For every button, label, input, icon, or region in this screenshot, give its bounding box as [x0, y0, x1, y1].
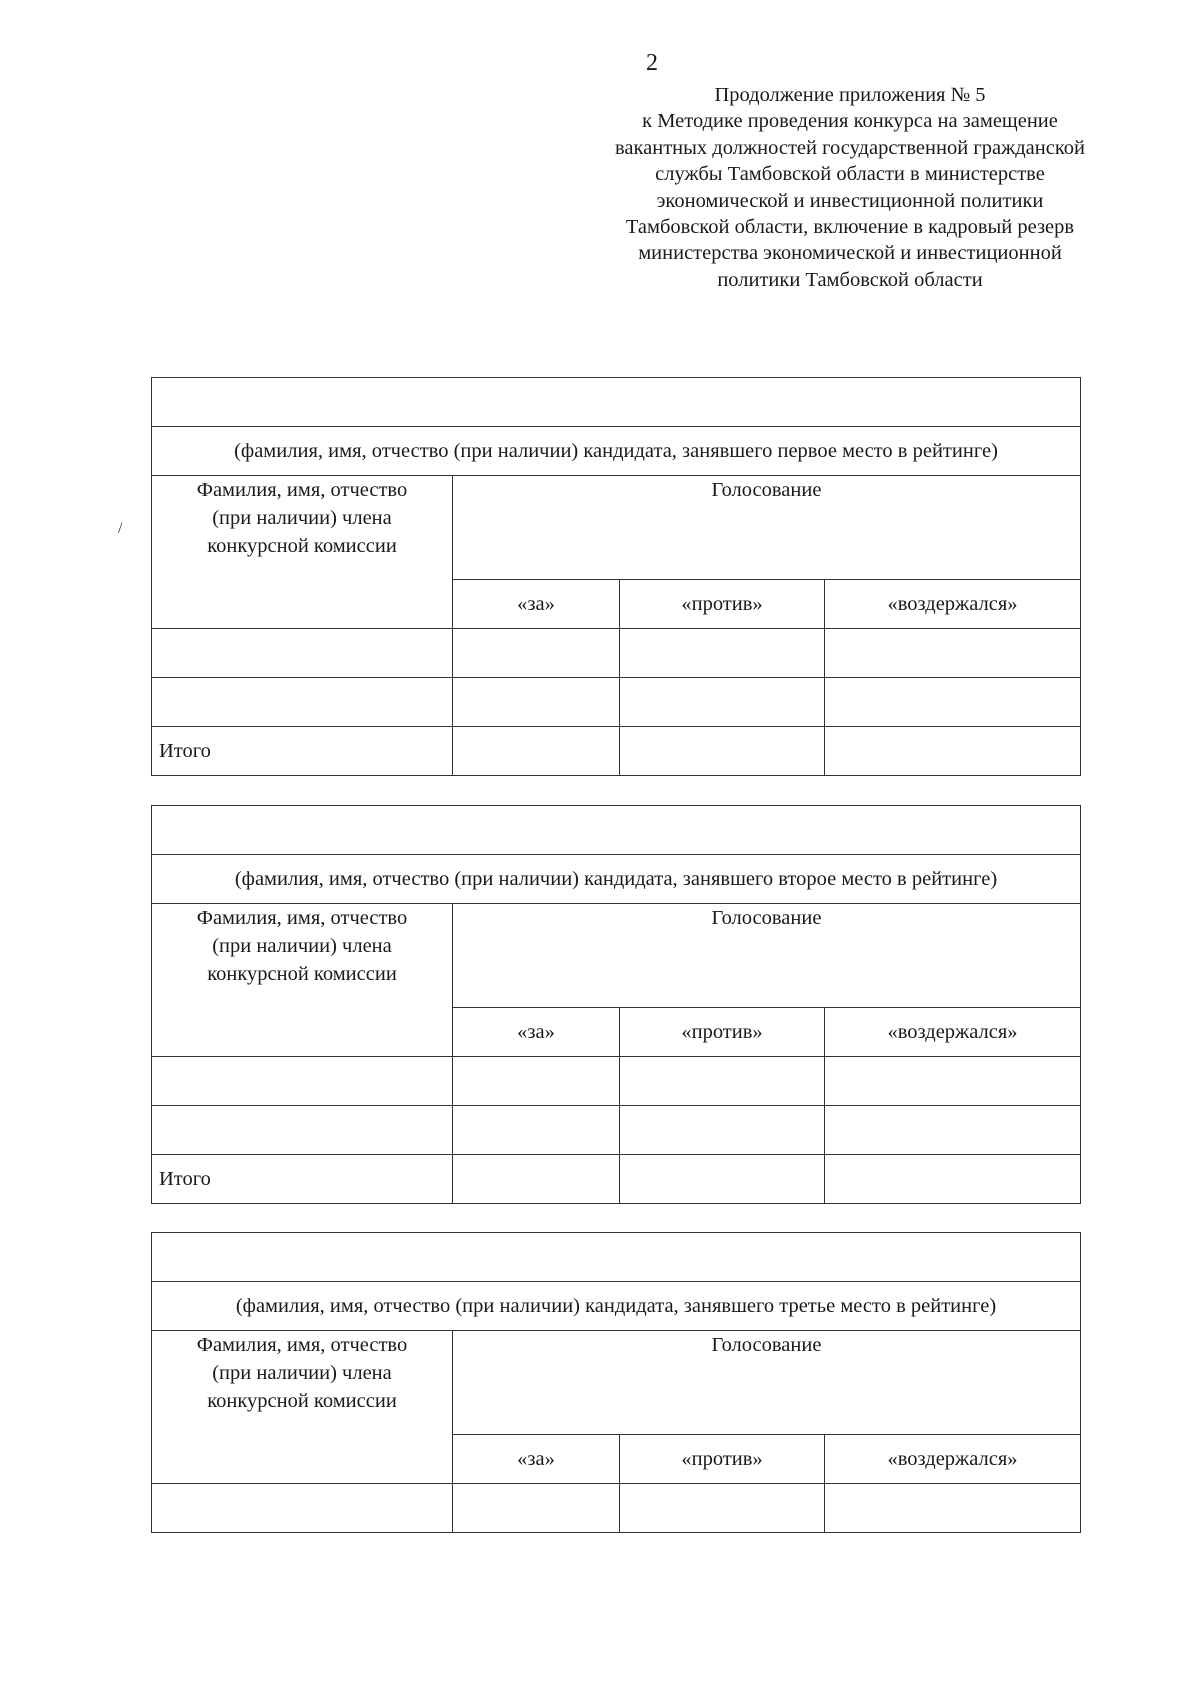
member-name-header-line: конкурсной комиссии	[207, 1390, 397, 1412]
total-for-cell[interactable]	[453, 1155, 620, 1204]
voting-header: Голосование	[453, 904, 1081, 1008]
header-line: экономической и инвестиционной политики	[656, 189, 1044, 212]
voting-table-second-place	[151, 805, 1081, 1204]
column-against: «против»	[620, 580, 825, 629]
vote-for-cell[interactable]	[453, 678, 620, 727]
vote-for-cell[interactable]	[453, 1484, 620, 1533]
table-row	[152, 1484, 1081, 1533]
member-name-header	[152, 476, 453, 629]
column-abstain: «воздержался»	[825, 1435, 1081, 1484]
column-abstain: «воздержался»	[825, 1008, 1081, 1057]
total-against-cell[interactable]	[620, 727, 825, 776]
vote-abstain-cell[interactable]	[825, 1484, 1081, 1533]
total-abstain-cell[interactable]	[825, 1155, 1081, 1204]
member-name-header-line: (при наличии) члена	[212, 507, 392, 529]
member-name-header-line: Фамилия, имя, отчество	[196, 479, 408, 501]
total-for-cell[interactable]	[453, 727, 620, 776]
vote-abstain-cell[interactable]	[825, 678, 1081, 727]
vote-for-cell[interactable]	[453, 629, 620, 678]
column-against: «против»	[620, 1008, 825, 1057]
candidate-caption: (фамилия, имя, отчество (при наличии) кандидата, занявшего второе место в рейтинге)	[152, 855, 1081, 904]
vote-for-cell[interactable]	[453, 1057, 620, 1106]
member-name-cell[interactable]	[152, 629, 453, 678]
header-line: вакантных должностей государственной гражданской	[615, 136, 1085, 159]
member-name-cell[interactable]	[152, 1484, 453, 1533]
column-for: «за»	[453, 1435, 620, 1484]
table-row	[152, 1106, 1081, 1155]
candidate-name-field[interactable]	[152, 806, 1081, 855]
candidate-name-field[interactable]	[152, 1233, 1081, 1282]
member-name-header-line: (при наличии) члена	[212, 1362, 392, 1384]
vote-against-cell[interactable]	[620, 1106, 825, 1155]
column-for: «за»	[453, 1008, 620, 1057]
total-row	[152, 1155, 1081, 1204]
candidate-caption: (фамилия, имя, отчество (при наличии) кандидата, занявшего первое место в рейтинге)	[152, 427, 1081, 476]
vote-abstain-cell[interactable]	[825, 629, 1081, 678]
vote-against-cell[interactable]	[620, 678, 825, 727]
page-number: 2	[646, 50, 658, 76]
header-line: к Методике проведения конкурса на замещение	[642, 110, 1058, 133]
member-name-cell[interactable]	[152, 1057, 453, 1106]
appendix-header	[570, 82, 1130, 293]
table-row	[152, 1057, 1081, 1106]
header-line: Продолжение приложения № 5	[714, 84, 986, 106]
header-line: политики Тамбовской области	[717, 268, 983, 291]
table-row	[152, 678, 1081, 727]
table-row	[152, 629, 1081, 678]
total-abstain-cell[interactable]	[825, 727, 1081, 776]
voting-table-third-place	[151, 1232, 1081, 1533]
header-line: Тамбовской области, включение в кадровый резерв	[625, 216, 1075, 239]
header-line: службы Тамбовской области в министерстве	[655, 163, 1045, 186]
member-name-cell[interactable]	[152, 678, 453, 727]
candidate-name-field[interactable]	[152, 378, 1081, 427]
vote-abstain-cell[interactable]	[825, 1057, 1081, 1106]
vote-against-cell[interactable]	[620, 1484, 825, 1533]
header-line: министерства экономической и инвестиционной	[638, 242, 1062, 265]
voting-header: Голосование	[453, 1331, 1081, 1435]
member-name-header	[152, 1331, 453, 1484]
total-label: Итого	[152, 1155, 453, 1204]
stray-mark: /	[118, 520, 123, 537]
member-name-header	[152, 904, 453, 1057]
vote-for-cell[interactable]	[453, 1106, 620, 1155]
total-label: Итого	[152, 727, 453, 776]
member-name-header-line: конкурсной комиссии	[207, 535, 397, 557]
column-abstain: «воздержался»	[825, 580, 1081, 629]
column-for: «за»	[453, 580, 620, 629]
vote-against-cell[interactable]	[620, 629, 825, 678]
member-name-cell[interactable]	[152, 1106, 453, 1155]
member-name-header-line: конкурсной комиссии	[207, 963, 397, 985]
column-against: «против»	[620, 1435, 825, 1484]
total-row	[152, 727, 1081, 776]
vote-abstain-cell[interactable]	[825, 1106, 1081, 1155]
total-against-cell[interactable]	[620, 1155, 825, 1204]
voting-table-first-place	[151, 377, 1081, 776]
member-name-header-line: Фамилия, имя, отчество	[196, 1334, 408, 1356]
candidate-caption: (фамилия, имя, отчество (при наличии) кандидата, занявшего третье место в рейтинге)	[152, 1282, 1081, 1331]
member-name-header-line: (при наличии) члена	[212, 935, 392, 957]
vote-against-cell[interactable]	[620, 1057, 825, 1106]
voting-header: Голосование	[453, 476, 1081, 580]
member-name-header-line: Фамилия, имя, отчество	[196, 907, 408, 929]
